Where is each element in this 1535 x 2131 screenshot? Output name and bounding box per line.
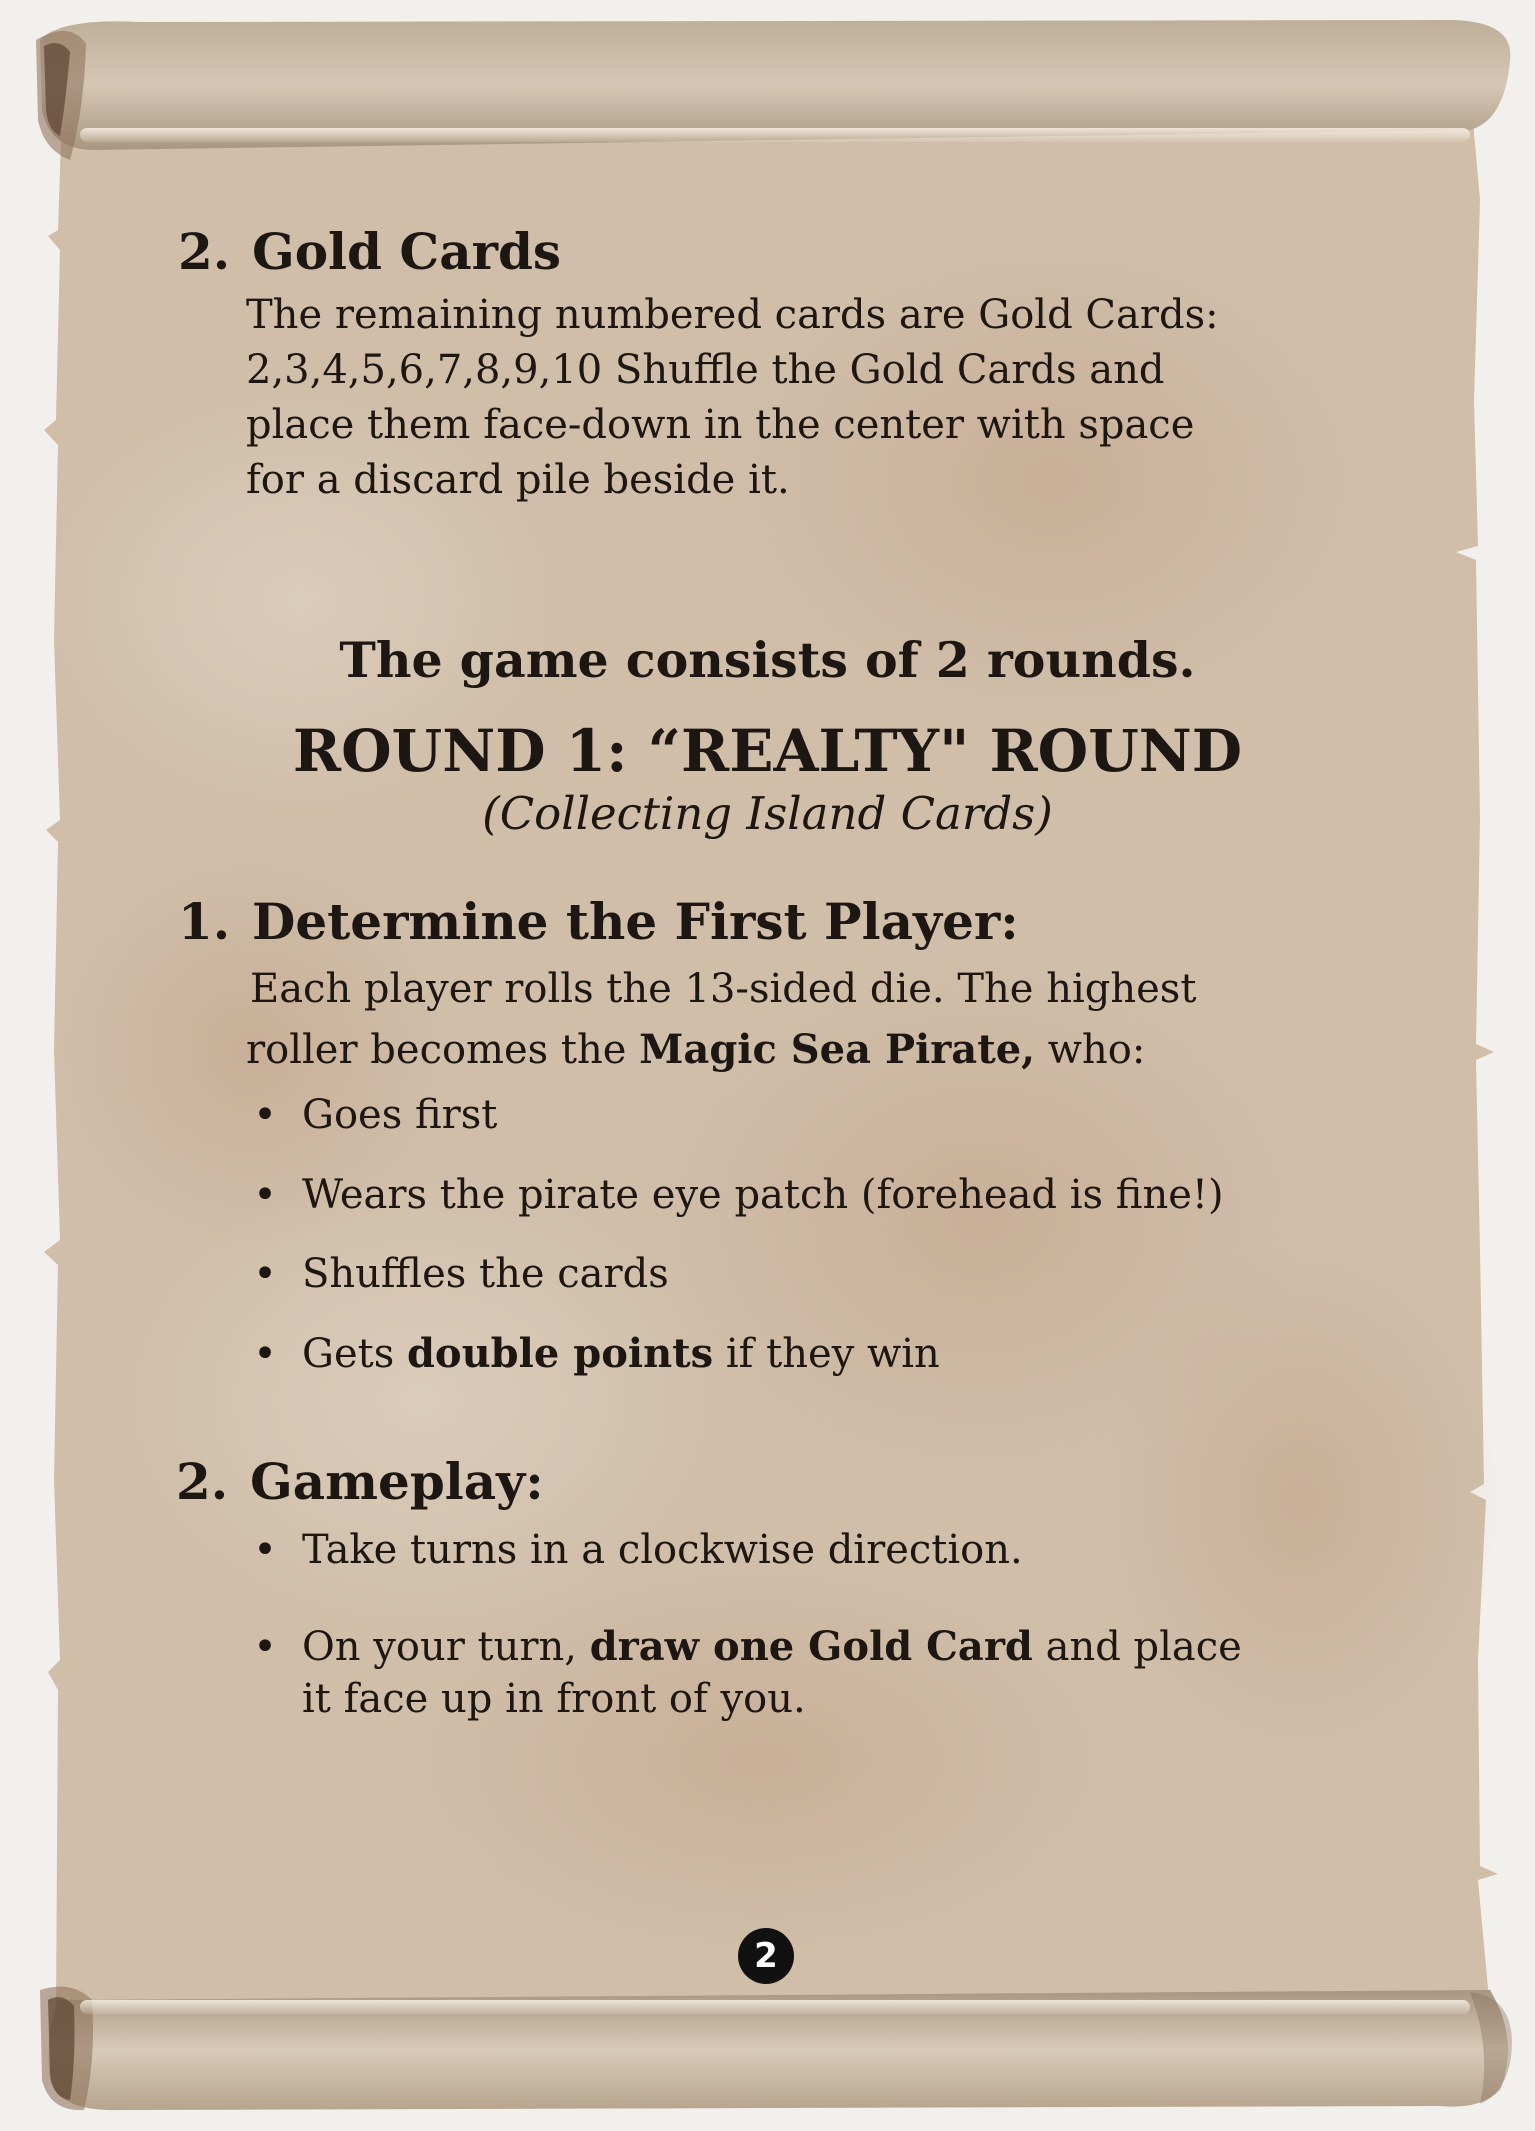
bullet-text: On your turn, xyxy=(302,1624,590,1670)
step-2-bullet-2 xyxy=(253,1622,1242,1672)
step-1-heading xyxy=(178,892,1019,952)
round-1-title: ROUND 1: “REALTY" ROUND xyxy=(292,717,1243,785)
bullet-text: Gets xyxy=(302,1331,407,1377)
page-number-badge: 2 xyxy=(738,1928,794,1984)
magic-sea-pirate-label: Magic Sea Pirate, xyxy=(639,1026,1036,1073)
bullet-text-end: if they win xyxy=(713,1331,940,1377)
gold-cards-title: Gold Cards xyxy=(252,222,562,281)
rounds-intro: The game consists of 2 rounds. xyxy=(339,631,1196,689)
gold-cards-heading xyxy=(178,222,561,282)
gold-cards-number: 2. xyxy=(178,222,231,281)
step-2-bullet-1 xyxy=(253,1525,1023,1575)
step-1-number: 1. xyxy=(178,892,231,951)
bullet-dot: • xyxy=(253,1331,277,1377)
gold-cards-line-2: 2,3,4,5,6,7,8,9,10 Shuffle the Gold Cards and xyxy=(246,347,1165,393)
step-1-bullet-4 xyxy=(253,1329,940,1379)
round-1-subtitle: (Collecting Island Cards) xyxy=(482,787,1053,840)
bullet-dot: • xyxy=(253,1624,277,1670)
bullet-text: Take turns in a clockwise direction. xyxy=(302,1527,1023,1573)
bullet-dot: • xyxy=(253,1251,277,1297)
step-2-heading xyxy=(176,1452,544,1512)
bullet-dot: • xyxy=(253,1092,277,1138)
step-1-bullet-3 xyxy=(253,1249,669,1299)
step-1-line-2-text: roller becomes the xyxy=(246,1027,640,1073)
step-1-line-1: Each player rolls the 13-sided die. The highest xyxy=(250,966,1197,1012)
bullet-text-end: and place xyxy=(1032,1624,1242,1670)
step-2-number: 2. xyxy=(176,1452,229,1511)
gold-cards-line-4: for a discard pile beside it. xyxy=(246,457,790,503)
bullet-text: Shuffles the cards xyxy=(302,1251,669,1297)
step-1-bullet-2 xyxy=(253,1170,1224,1220)
step-1-line-2-end: who: xyxy=(1035,1027,1146,1073)
double-points-label: double points xyxy=(406,1330,714,1377)
gold-cards-line-1: The remaining numbered cards are Gold Cards: xyxy=(246,292,1219,338)
step-1-line-2 xyxy=(246,1022,1145,1078)
bullet-text: Goes first xyxy=(302,1092,498,1138)
step-1-bullet-1 xyxy=(253,1090,498,1140)
gold-cards-line-3: place them face-down in the center with space xyxy=(246,402,1195,448)
bullet-dot: • xyxy=(253,1172,277,1218)
step-2-bullet-2-line-2: it face up in front of you. xyxy=(302,1676,806,1722)
bullet-text: Wears the pirate eye patch (forehead is fine!) xyxy=(302,1172,1224,1218)
bullet-dot: • xyxy=(253,1527,277,1573)
step-1-title: Determine the First Player: xyxy=(252,892,1019,951)
draw-gold-card-label: draw one Gold Card xyxy=(589,1623,1033,1670)
step-2-title: Gameplay: xyxy=(250,1452,544,1511)
